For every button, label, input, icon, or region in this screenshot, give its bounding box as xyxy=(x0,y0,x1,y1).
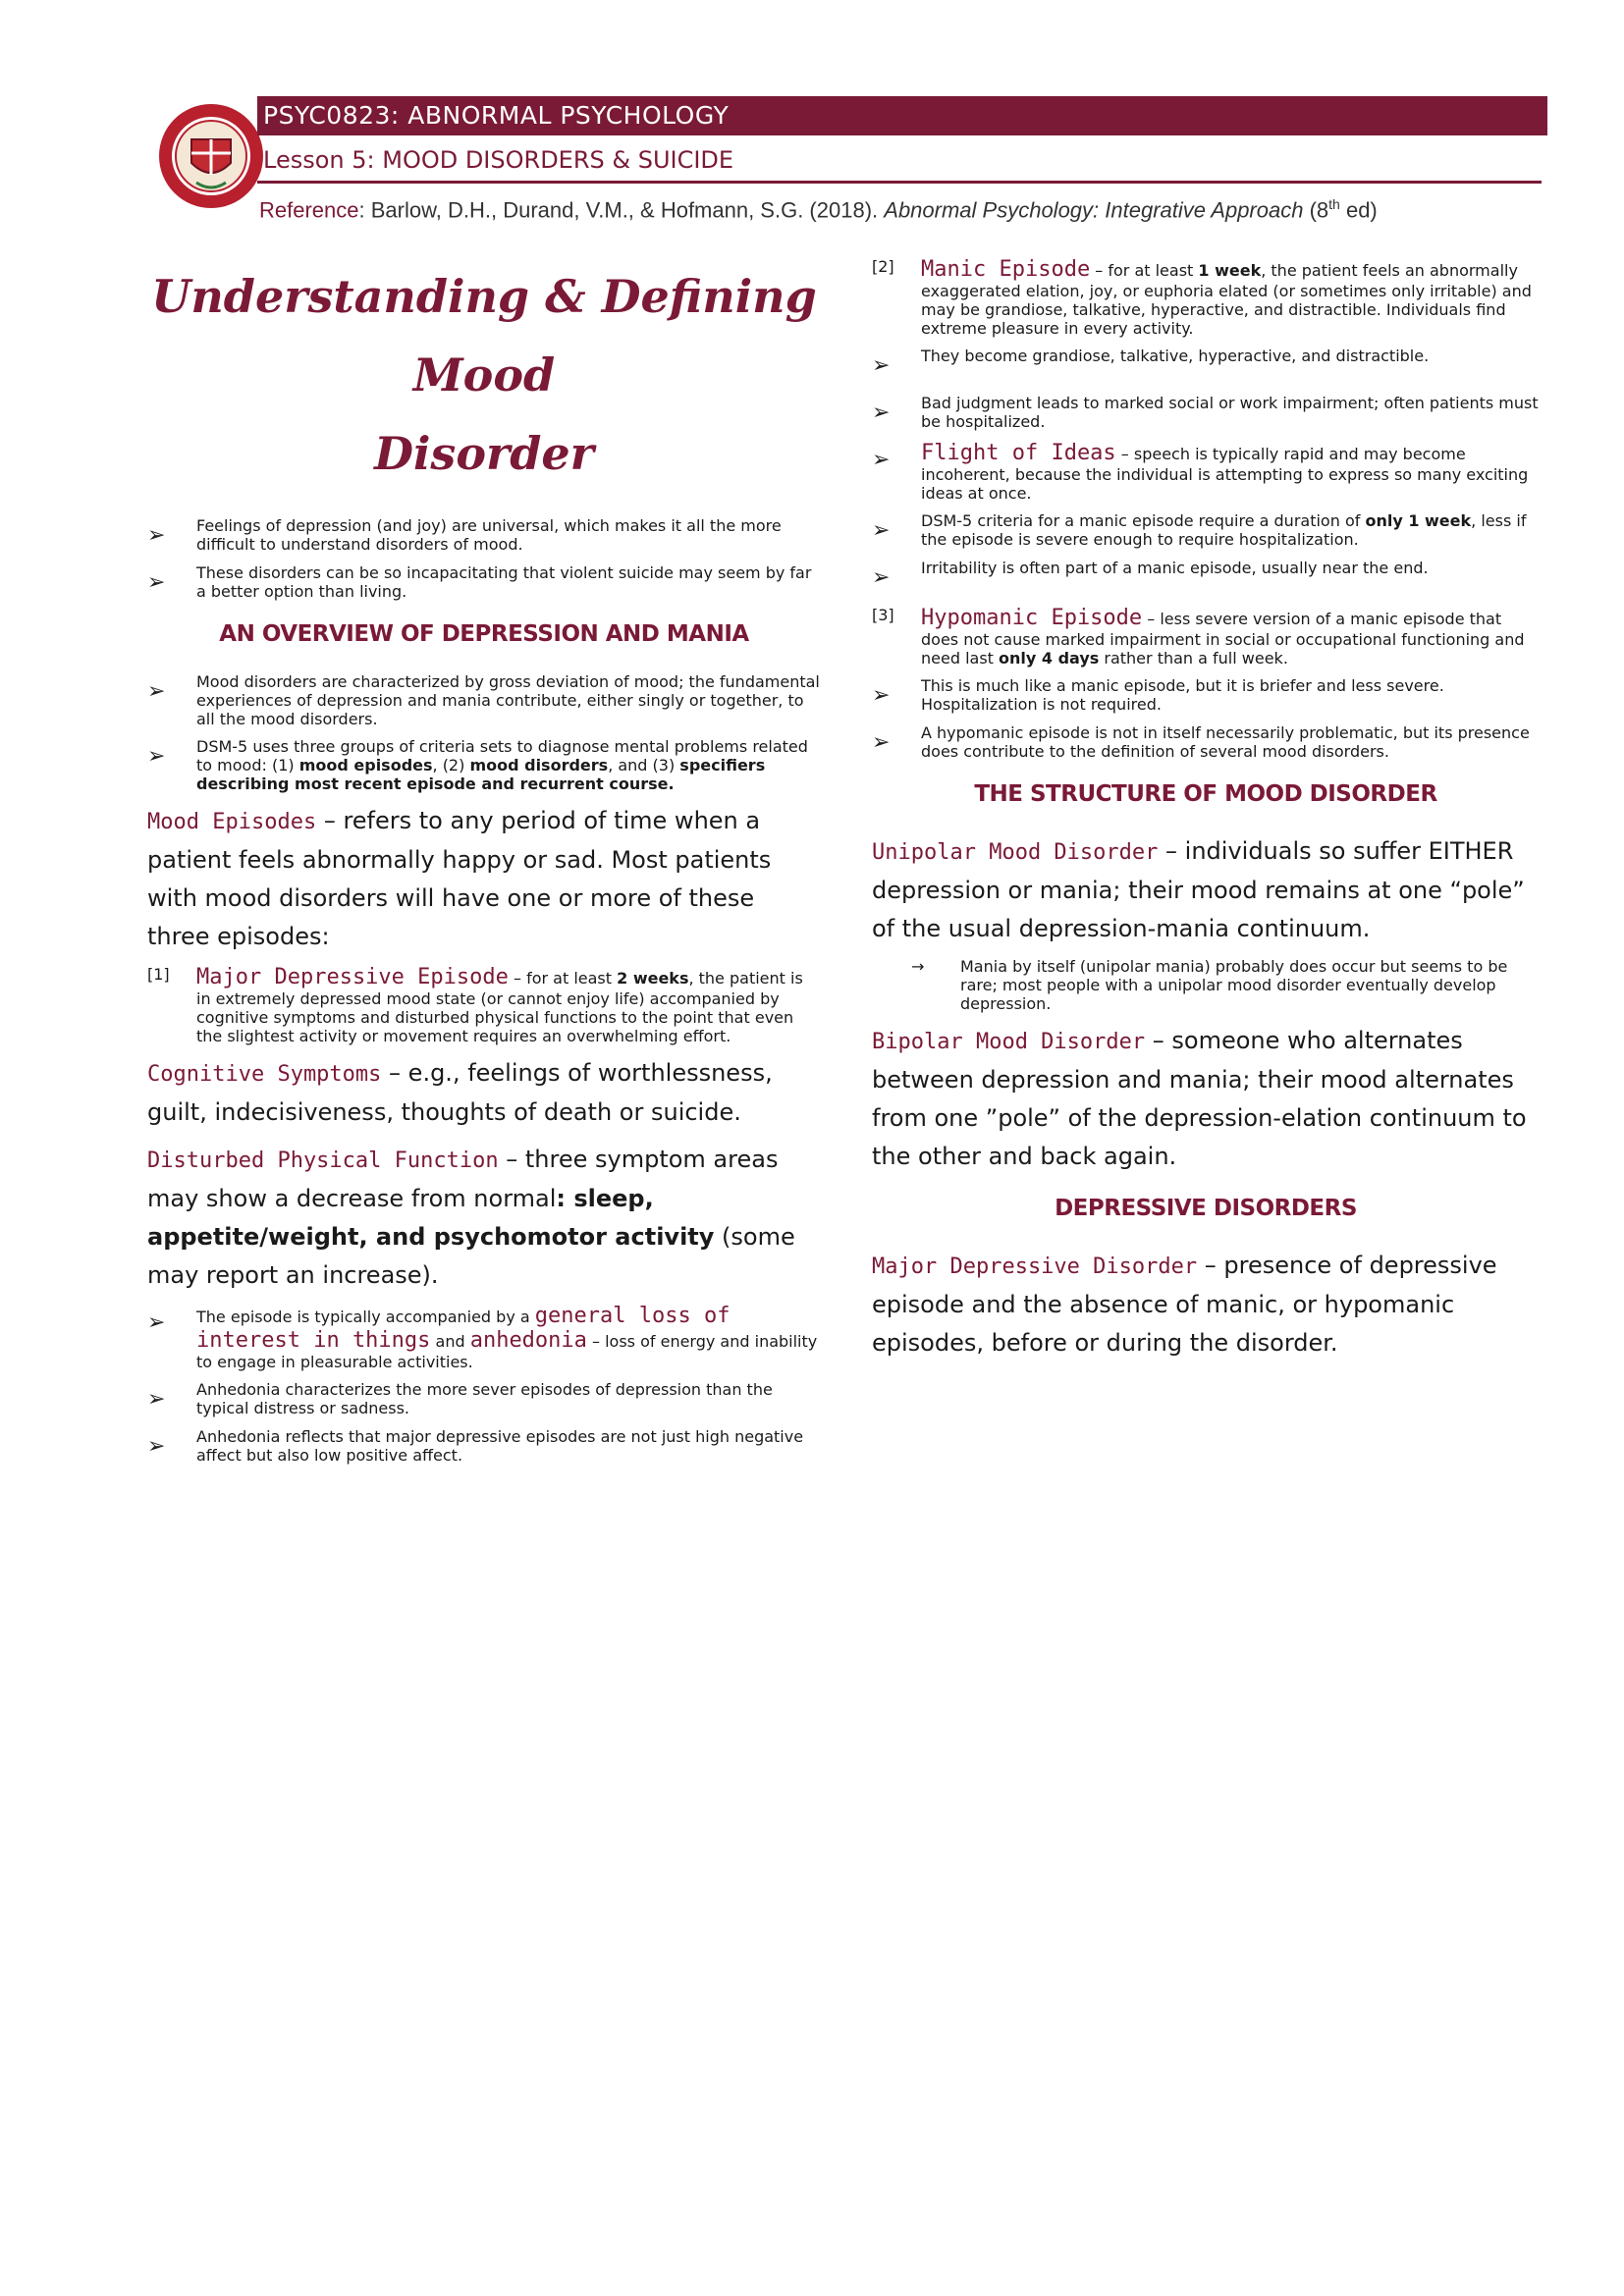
reference-line xyxy=(259,196,1378,223)
structure-heading: THE STRUCTURE OF MOOD DISORDER xyxy=(974,781,1437,807)
list-item: ➢ Bad judgment leads to marked social or work impairment; often patients must be hospitalized. xyxy=(872,394,1539,431)
left-column xyxy=(147,257,821,1474)
list-item: ➢ Mood disorders are characterized by gross deviation of mood; the fundamental experiences of depression and mania contribute, either singly or together, to all the mood disorders. xyxy=(147,672,820,728)
definition-bipolar: Bipolar Mood Disorder – someone who alternates between depression and mania; their mood alternates from one ”pole” of the depression-elation continuum to the other and back again. xyxy=(872,1027,1527,1170)
right-column xyxy=(872,257,1540,1371)
definition-mood-episodes: Mood Episodes – refers to any period of time when a patient feels abnormally happy or sad. Most patients with mood disorders will have one or more of these three episodes: xyxy=(147,807,772,950)
definition-unipolar: Unipolar Mood Disorder – individuals so suffer EITHER depression or mania; their mood remains at one “pole” of the usual depression-mania continuum. xyxy=(872,837,1525,942)
list-item: ➢ DSM-5 criteria for a manic episode require a duration of only 1 week, less if the episode is severe enough to require hospitalization. xyxy=(872,511,1527,549)
list-item: ➢ Feelings of depression (and joy) are universal, which makes it all the more difficult to understand disorders of mood. xyxy=(147,516,782,554)
bullet-icon: ➢ xyxy=(872,400,891,425)
bullet-icon: ➢ xyxy=(872,683,891,708)
bullet-icon: ➢ xyxy=(872,353,891,378)
overview-heading: AN OVERVIEW OF DEPRESSION AND MANIA xyxy=(219,621,749,647)
bullet-icon: ➢ xyxy=(872,730,891,755)
bullet-icon: ➢ xyxy=(872,448,891,472)
list-item: → Mania by itself (unipolar mania) probably does occur but seems to be rare; most people with a unipolar mood disorder eventually develop depression. xyxy=(911,957,1508,1013)
list-item: ➢ Anhedonia reflects that major depressive episodes are not just high negative affect but also low positive affect. xyxy=(147,1427,804,1465)
bullet-icon: ➢ xyxy=(147,1310,166,1335)
bullet-icon: ➢ xyxy=(872,565,891,590)
list-item: ➢ Irritability is often part of a manic episode, usually near the end. xyxy=(872,559,1540,597)
list-item: ➢ They become grandiose, talkative, hyperactive, and distractible. xyxy=(872,347,1540,385)
definition-mdd: Major Depressive Disorder – presence of depressive episode and the absence of manic, or hypomanic episodes, before or during the disorder. xyxy=(872,1252,1497,1357)
arrow-right-icon: → xyxy=(911,957,925,976)
definition-disturbed-physical: Disturbed Physical Function – three symptom areas may show a decrease from normal: sleep, appetite/weight, and psychomotor activity (some may report an increase). xyxy=(147,1146,795,1289)
list-item: ➢ Anhedonia characterizes the more sever episodes of depression than the typical distress or sadness. xyxy=(147,1380,773,1417)
bullet-icon: ➢ xyxy=(147,1434,166,1459)
bullet-icon: ➢ xyxy=(147,679,166,704)
numbered-item: [1] Major Depressive Episode – for at least 2 weeks, the patient is in extremely depressed mood state (or cannot enjoy life) accompanied by cognitive symptoms and disturbed physical functions to the point that even the slightest activity or movement requires an overwhelming effort. xyxy=(147,965,803,1045)
bullet-icon: ➢ xyxy=(147,744,166,769)
depressive-heading: DEPRESSIVE DISORDERS xyxy=(1055,1196,1357,1221)
lesson-title: Lesson 5: MOOD DISORDERS & SUICIDE xyxy=(257,140,1542,184)
numbered-item: [2] Manic Episode – for at least 1 week, the patient feels an abnormally exaggerated elation, joy, or euphoria elated (or sometimes only irritable) and may be grandiose, talkative, hyperactive, and distractible. Individuals find extreme pleasure in every activity. xyxy=(872,257,1532,338)
reference-book: Abnormal Psychology: Integrative Approach xyxy=(884,197,1304,223)
list-item: ➢ The episode is typically accompanied by a general loss of interest in things and anhedonia – loss of energy and inability to engage in pleasurable activities. xyxy=(147,1304,818,1371)
list-item: ➢ These disorders can be so incapacitating that violent suicide may seem by far a better option than living. xyxy=(147,563,812,601)
reference-label: Reference xyxy=(259,197,359,223)
bullet-icon: ➢ xyxy=(147,523,166,548)
reference-edition: (8 xyxy=(1303,197,1329,223)
list-item: ➢ Flight of Ideas – speech is typically rapid and may become incoherent, because the individual is attempting to express so many exciting ideas at once. xyxy=(872,441,1529,503)
university-seal-logo xyxy=(157,102,265,210)
bullet-icon: ➢ xyxy=(147,1387,166,1412)
course-banner: PSYC0823: ABNORMAL PSYCHOLOGY xyxy=(257,96,1547,135)
numbered-item: [3] Hypomanic Episode – less severe version of a manic episode that does not cause marked impairment in social or occupational functioning and need last only 4 days rather than a full week. xyxy=(872,606,1525,667)
definition-cognitive-symptoms: Cognitive Symptoms – e.g., feelings of worthlessness, guilt, indecisiveness, thoughts of death or suicide. xyxy=(147,1059,773,1126)
reference-end: ed) xyxy=(1339,197,1378,223)
bullet-icon: ➢ xyxy=(872,518,891,543)
list-item: ➢ A hypomanic episode is not in itself necessarily problematic, but its presence does contribute to the definition of several mood disorders. xyxy=(872,723,1530,761)
reference-authors: : Barlow, D.H., Durand, V.M., & Hofmann, S.G. (2018). xyxy=(358,197,885,223)
list-item: ➢ This is much like a manic episode, but it is briefer and less severe. Hospitalization is not required. xyxy=(872,676,1444,714)
list-item: ➢ DSM-5 uses three groups of criteria sets to diagnose mental problems related to mood: (1) mood episodes, (2) mood disorders, and (3) specifiers describing most recent episode and recurrent course. xyxy=(147,737,808,793)
bullet-icon: ➢ xyxy=(147,570,166,595)
section-title-line1: Understanding & Defining Mood xyxy=(151,270,817,401)
reference-sup: th xyxy=(1328,196,1340,212)
section-title xyxy=(147,257,821,493)
section-title-line2: Disorder xyxy=(374,427,594,480)
